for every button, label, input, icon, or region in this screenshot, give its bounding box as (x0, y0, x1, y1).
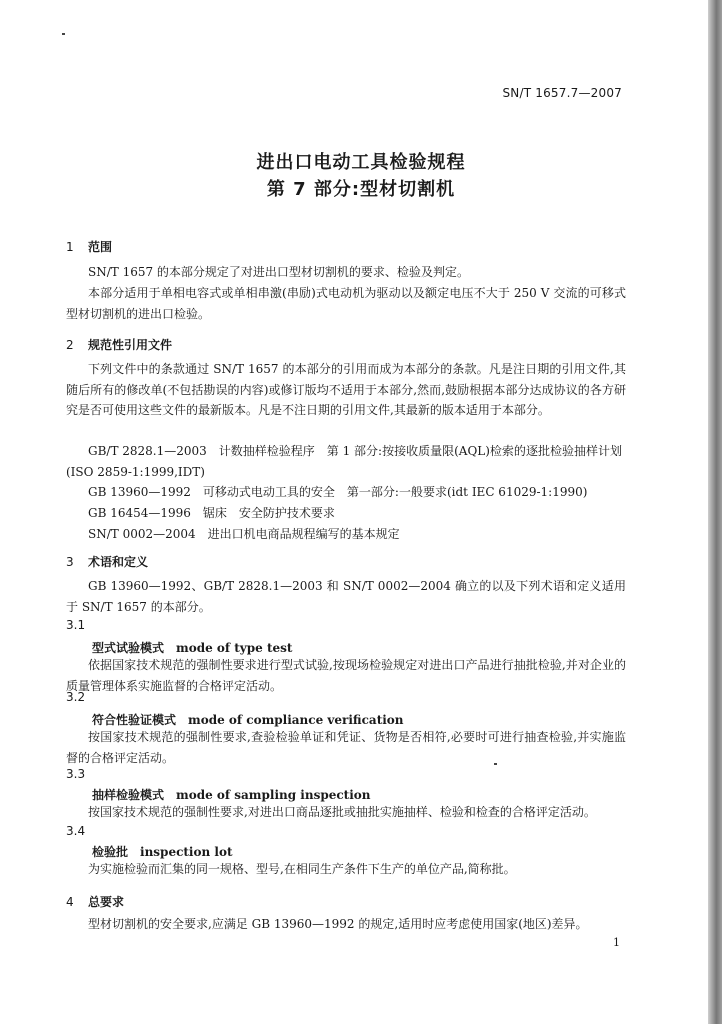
section-1-paragraph-2: 本部分适用于单相电容式或单相串激(串励)式电动机为驱动以及额定电压不大于 250 V 交流的可移式型材切割机的进出口检验。 (66, 286, 626, 321)
section-2-paragraph-1: 下列文件中的条款通过 SN/T 1657 的本部分的引用而成为本部分的条款。凡是注日期的引用文件,其随后所有的修改单(不包括勘误的内容)或修订版均不适用于本部分,然而,鼓励根据本部分达成协议的各方研究是否可使用这些文件的最新版本。凡是不注日期的引用文件,其最新的版本适用于本部分。 (66, 362, 626, 417)
term-number: 3.4 (66, 824, 86, 838)
section-4-paragraph-1: 型材切割机的安全要求,应满足 GB 13960—1992 的规定,适用时应考虑使用国家(地区)差异。 (88, 917, 588, 931)
term-en: mode of type test (176, 641, 293, 655)
section-title: 术语和定义 (88, 555, 149, 569)
reference-item: SN/T 0002—2004 进出口机电商品规程编写的基本规定 (88, 527, 400, 541)
term-en: inspection lot (140, 845, 233, 859)
section-title: 总要求 (88, 895, 125, 909)
term-definition: 按国家技术规范的强制性要求,查验检验单证和凭证、货物是否相符,必要时可进行抽查检验,并实施监督的合格评定活动。 (66, 730, 626, 765)
term-cn: 检验批 (92, 845, 129, 859)
section-number: 2 (66, 338, 74, 352)
term-cn: 符合性验证模式 (92, 713, 177, 727)
section-4-heading (66, 893, 124, 910)
section-1-paragraph-1: SN/T 1657 的本部分规定了对进出口型材切割机的要求、检验及判定。 (88, 265, 469, 279)
term-heading (92, 843, 233, 860)
reference-item: GB 13960—1992 可移动式电动工具的安全 第一部分:一般要求(idt IEC 61029-1:1990) (88, 485, 588, 499)
term-definition: 按国家技术规范的强制性要求,对进出口商品逐批或抽批实施抽样、检验和检查的合格评定活动。 (88, 805, 596, 819)
term-en: mode of sampling inspection (176, 788, 371, 802)
section-3-paragraph-1: GB 13960—1992、GB/T 2828.1—2003 和 SN/T 0002—2004 确立的以及下列术语和定义适用于 SN/T 1657 的本部分。 (66, 579, 626, 614)
section-2-heading (66, 336, 172, 353)
term-number: 3.1 (66, 618, 86, 632)
reference-item: GB/T 2828.1—2003 计数抽样检验程序 第 1 部分:按接收质量限(AQL)检索的逐批检验抽样计划(ISO 2859-1:1999,IDT) (66, 444, 622, 479)
document-subtitle: 第 7 部分:型材切割机 (266, 179, 456, 200)
section-1-heading (66, 238, 112, 255)
section-number: 3 (66, 555, 74, 569)
section-number: 4 (66, 895, 74, 909)
term-definition: 为实施检验而汇集的同一规格、型号,在相同生产条件下生产的单位产品,简称批。 (88, 862, 516, 876)
section-title: 范围 (88, 240, 113, 254)
term-heading (92, 639, 292, 656)
section-title: 规范性引用文件 (88, 338, 173, 352)
term-cn: 型式试验模式 (92, 641, 165, 655)
term-number: 3.2 (66, 690, 86, 704)
section-3-heading (66, 553, 148, 570)
term-heading (92, 786, 371, 803)
term-cn: 抽样检验模式 (92, 788, 165, 802)
standard-number: SN/T 1657.7—2007 (502, 86, 622, 100)
page-number: 1 (613, 936, 620, 949)
section-number: 1 (66, 240, 74, 254)
scan-speck (62, 33, 65, 35)
term-heading (92, 711, 404, 728)
reference-item: GB 16454—1996 锯床 安全防护技术要求 (88, 506, 335, 520)
document-title: 进出口电动工具检验规程 (256, 152, 466, 173)
term-definition: 依据国家技术规范的强制性要求进行型式试验,按现场检验规定对进出口产品进行抽批检验,并对企业的质量管理体系实施监督的合格评定活动。 (66, 658, 626, 693)
term-en: mode of compliance verification (188, 713, 404, 727)
term-number: 3.3 (66, 767, 86, 781)
